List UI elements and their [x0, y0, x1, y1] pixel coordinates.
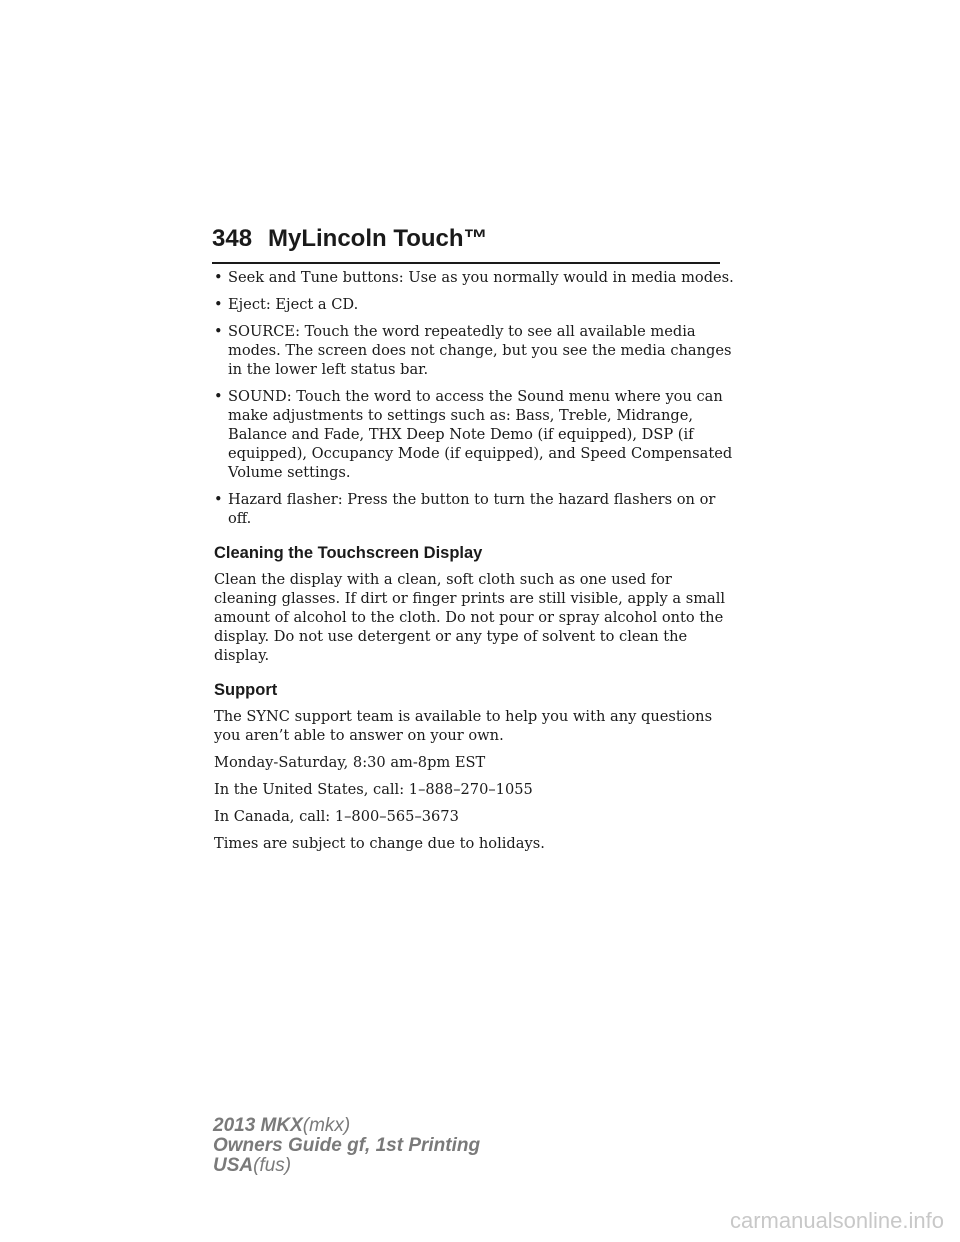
bullet-icon: • [214, 491, 223, 508]
list-item [214, 490, 734, 528]
support-hours: Monday-Saturday, 8:30 am-8pm EST [214, 754, 486, 771]
list-item-text: Hazard flasher: Press the button to turn the hazard flashers on or off. [228, 491, 716, 527]
page-header [212, 222, 720, 264]
footer-model: 2013 MKX [213, 1115, 303, 1136]
list-item [214, 322, 734, 379]
support-heading: Support [214, 681, 278, 699]
list-item-text: SOURCE: Touch the word repeatedly to see all available media modes. The screen does not change, but you see the media changes in the lower left status bar. [228, 323, 732, 378]
support-note: Times are subject to change due to holidays. [214, 835, 545, 852]
list-item-text: Seek and Tune buttons: Use as you normally would in media modes. [228, 269, 734, 286]
list-item-text: SOUND: Touch the word to access the Sound menu where you can make adjustments to settings such as: Bass, Treble, Midrange, Balance and Fade, THX Deep Note Demo (if equipped), DSP (if equipped), Occupancy Mode (if equipped), and Speed Compensated Volume settings. [228, 388, 733, 481]
page-title: MyLincoln Touch™ [268, 225, 488, 252]
feature-list [214, 268, 734, 528]
list-item [214, 268, 734, 287]
footer-market-code: (fus) [253, 1155, 292, 1176]
cleaning-heading: Cleaning the Touchscreen Display [214, 544, 483, 562]
page-content [214, 268, 734, 861]
cleaning-paragraph: Clean the display with a clean, soft cloth such as one used for cleaning glasses. If dirt or finger prints are still visible, apply a small amount of alcohol to the cloth. Do not pour or spray alcohol onto the display. Do not use detergent or any type of solvent to clean the display. [214, 571, 726, 664]
print-footer [213, 1116, 480, 1176]
footer-line-market [213, 1156, 480, 1176]
list-item [214, 387, 734, 482]
support-us-phone: In the United States, call: 1–888–270–1055 [214, 781, 533, 798]
footer-line-guide: Owners Guide gf, 1st Printing [213, 1135, 481, 1156]
page-number: 348 [212, 225, 253, 252]
footer-market: USA [213, 1155, 254, 1176]
footer-line-model [213, 1116, 480, 1136]
list-item [214, 295, 734, 314]
bullet-icon: • [214, 323, 223, 340]
list-item-text: Eject: Eject a CD. [228, 296, 359, 313]
support-paragraph: The SYNC support team is available to help you with any questions you aren’t able to answer on your own. [214, 708, 713, 744]
support-canada-phone: In Canada, call: 1–800–565–3673 [214, 808, 459, 825]
bullet-icon: • [214, 296, 223, 313]
bullet-icon: • [214, 388, 223, 405]
footer-model-code: (mkx) [302, 1115, 351, 1136]
bullet-icon: • [214, 269, 223, 286]
watermark: carmanualsonline.info [729, 1208, 944, 1233]
